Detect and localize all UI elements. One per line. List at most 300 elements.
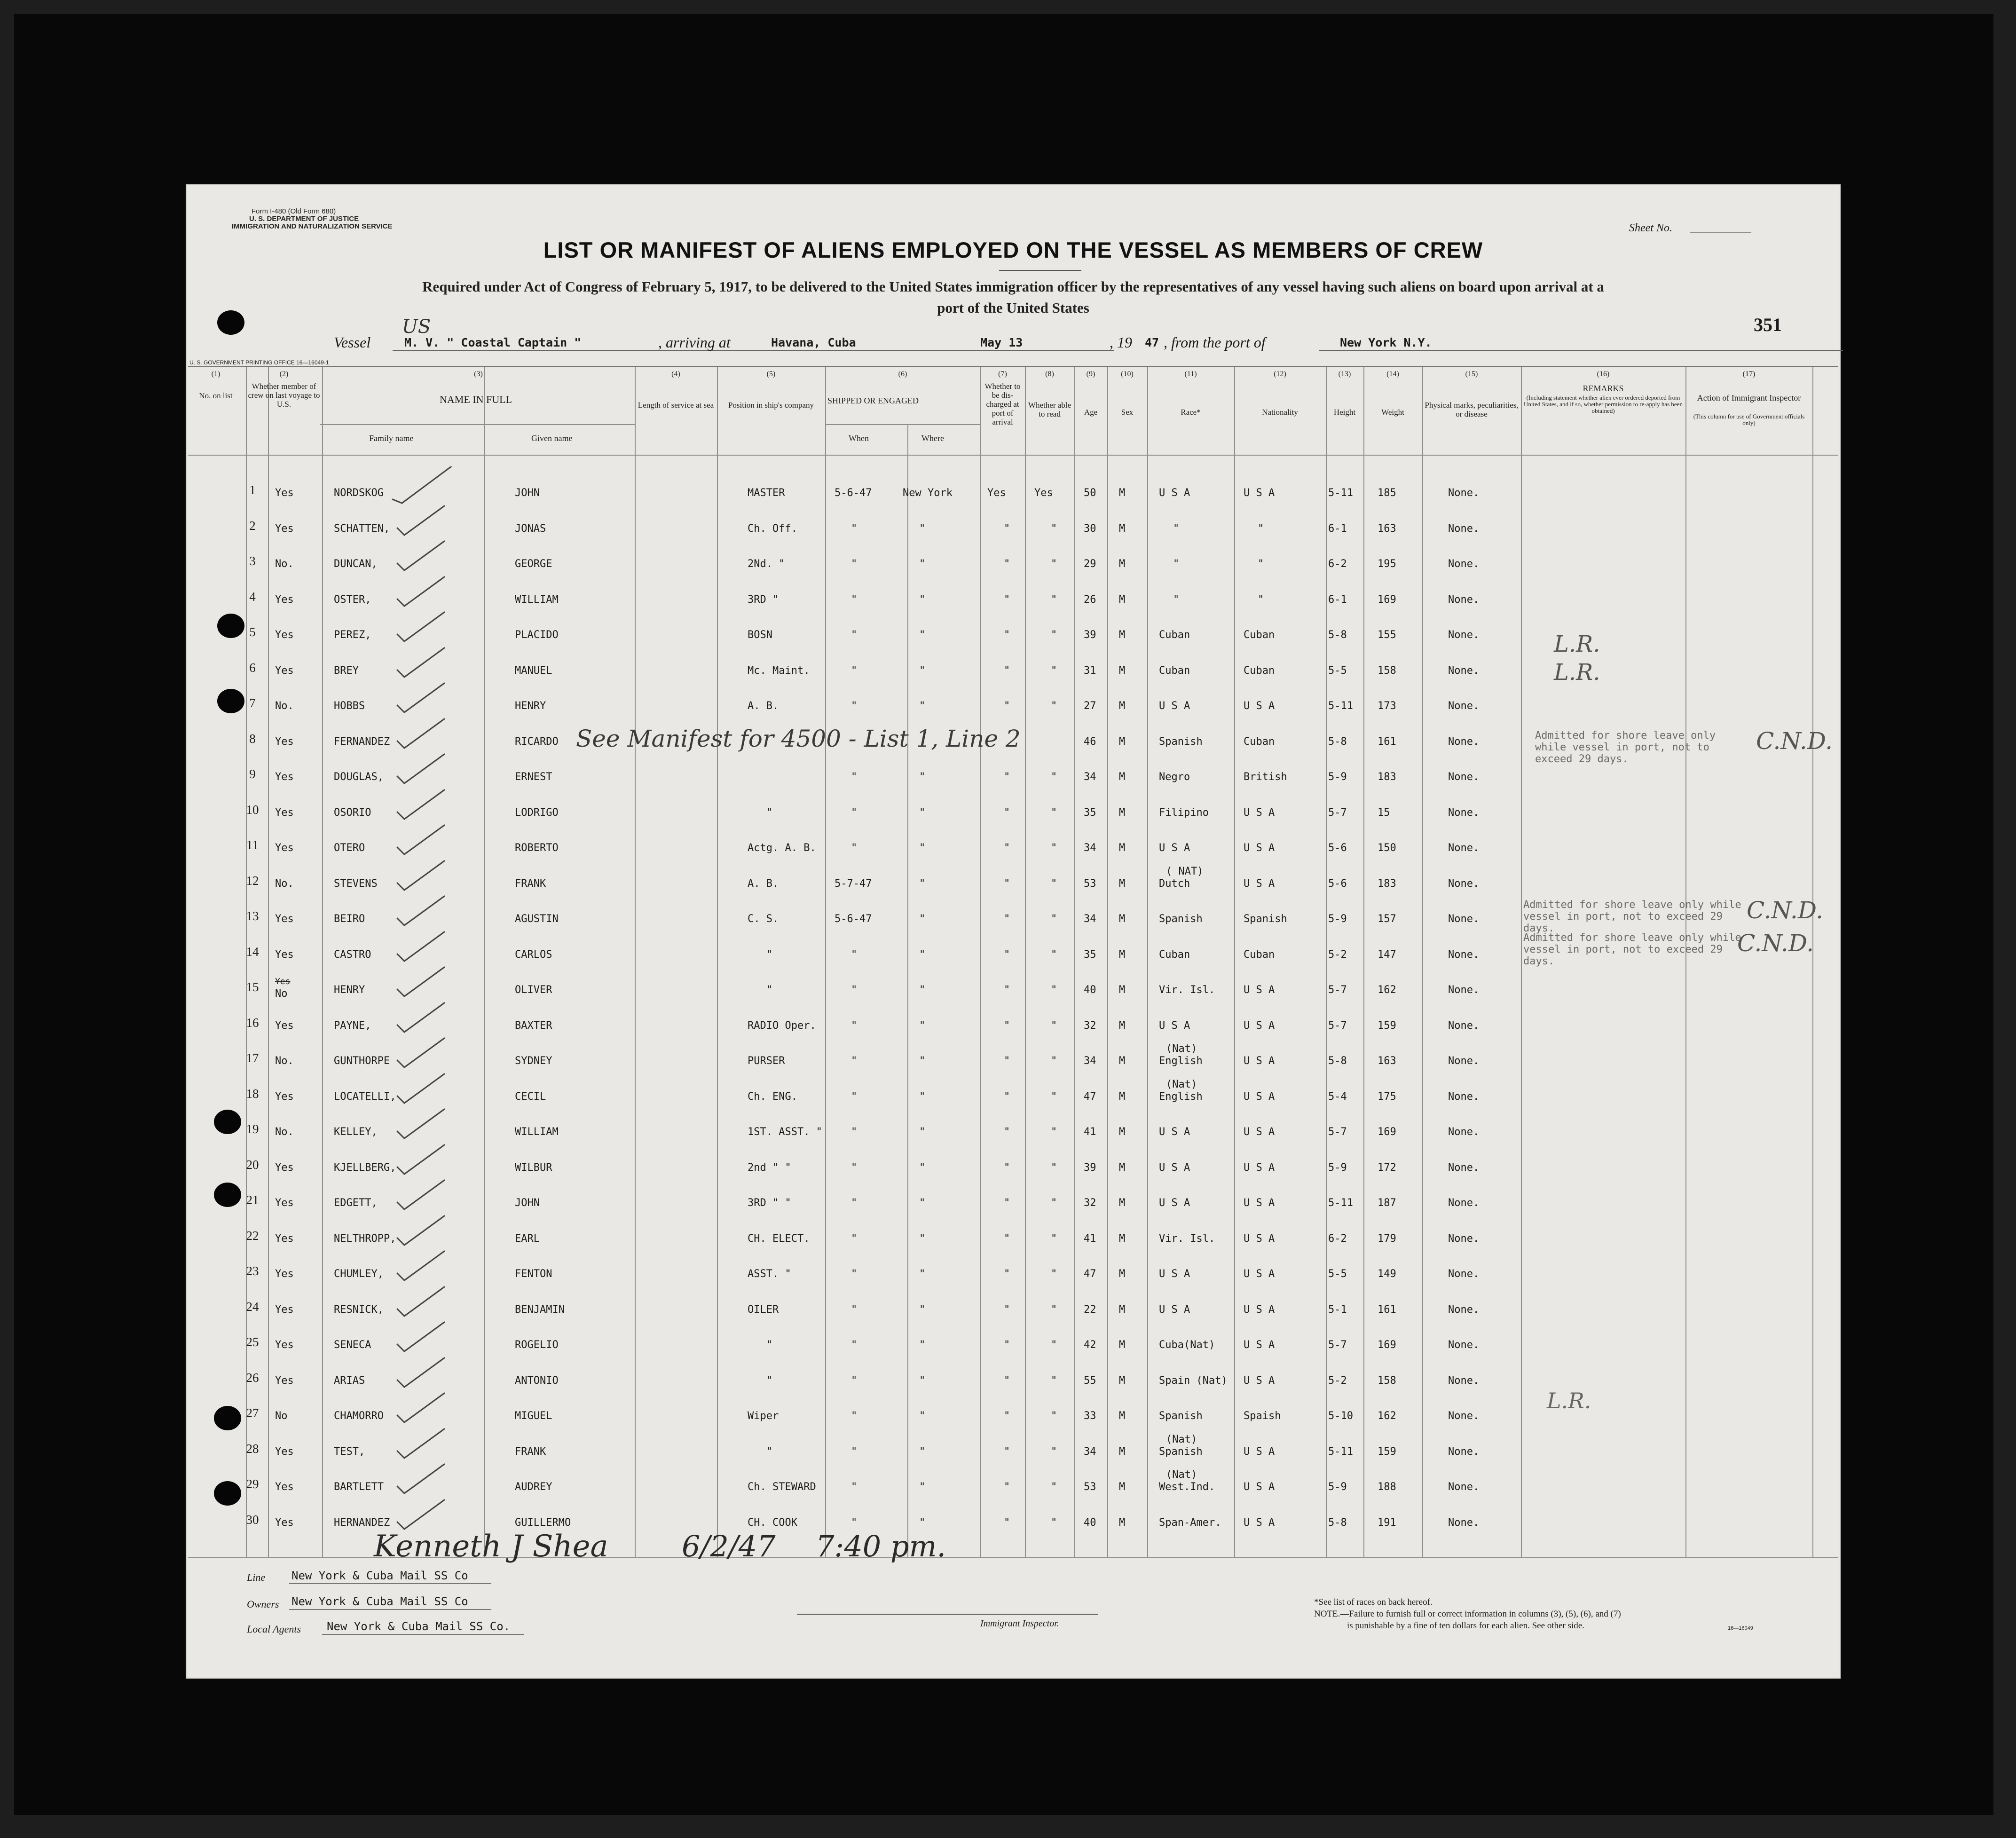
cell-sex: M bbox=[1119, 487, 1126, 499]
check-mark-icon bbox=[388, 466, 454, 504]
cell-marks: None. bbox=[1448, 629, 1480, 641]
footer-note-races: *See list of races on back hereof. bbox=[1314, 1597, 1433, 1607]
cell-marks: None. bbox=[1448, 842, 1480, 854]
column-rule bbox=[1812, 367, 1813, 1557]
cell-family: EDGETT, bbox=[334, 1197, 378, 1209]
check-mark-icon bbox=[393, 1105, 458, 1143]
cell-height: 5-7 bbox=[1328, 1126, 1347, 1138]
column-label: Physical marks, peculiarities, or disease bbox=[1425, 401, 1519, 418]
cell-race: U S A bbox=[1159, 1161, 1190, 1174]
arriving-port: Havana, Cuba bbox=[771, 336, 856, 349]
cell-disch: " bbox=[1004, 1339, 1010, 1351]
owners-label: Owners bbox=[247, 1598, 279, 1610]
cell-sex: M bbox=[1119, 948, 1126, 961]
inspector-signature-line bbox=[797, 1614, 1098, 1615]
cell-disch: " bbox=[1004, 1303, 1010, 1316]
footer-note-fine-cont: is punishable by a fine of ten dollars for each alien. See other side. bbox=[1347, 1621, 1584, 1631]
cell-given: BAXTER bbox=[515, 1019, 552, 1032]
cell-weight: 195 bbox=[1378, 558, 1396, 570]
cell-disch: " bbox=[1004, 806, 1010, 819]
cell-position: " bbox=[766, 1445, 773, 1458]
cell-height: 5-8 bbox=[1328, 629, 1347, 641]
cell-crew: Yes bbox=[275, 948, 294, 961]
column-rule bbox=[1326, 367, 1327, 1557]
cell-race: Cuba(Nat) bbox=[1159, 1339, 1215, 1351]
cell-age: 55 bbox=[1084, 1374, 1096, 1387]
cell-sex: M bbox=[1119, 1410, 1126, 1422]
cell-crew: No. bbox=[275, 1055, 294, 1067]
cell-where: " bbox=[919, 1516, 926, 1529]
cell-marks: None. bbox=[1448, 1445, 1480, 1458]
cell-read: Yes bbox=[1034, 487, 1053, 499]
cell-where: " bbox=[919, 1197, 926, 1209]
cell-nat: British bbox=[1244, 771, 1287, 783]
cell-family: NORDSKOG bbox=[334, 487, 384, 499]
cell-weight: 158 bbox=[1378, 664, 1396, 677]
cell-nat: Cuban bbox=[1244, 735, 1275, 748]
cell-age: 46 bbox=[1084, 735, 1096, 748]
cell-age: 41 bbox=[1084, 1126, 1096, 1138]
sheet-no-label: Sheet No. bbox=[1629, 222, 1672, 234]
cell-nat: U S A bbox=[1244, 1197, 1275, 1209]
cell-age: 30 bbox=[1084, 522, 1096, 535]
check-mark-icon bbox=[393, 715, 458, 753]
cell-disch: " bbox=[1004, 1090, 1010, 1103]
page-title: LIST OR MANIFEST OF ALIENS EMPLOYED ON THE VESSEL AS MEMBERS OF CREW bbox=[543, 237, 1483, 262]
cell-position: A. B. bbox=[748, 877, 779, 890]
cell-sex: M bbox=[1119, 522, 1126, 535]
cell-nat: U S A bbox=[1244, 487, 1275, 499]
cell-position: Ch. STEWARD bbox=[748, 1481, 816, 1493]
cell-age: 22 bbox=[1084, 1303, 1096, 1316]
cell-age: 50 bbox=[1084, 487, 1096, 499]
cell-weight: 175 bbox=[1378, 1090, 1396, 1103]
cell-when: " bbox=[851, 1374, 858, 1387]
inspector-initials-2: C.N.D. bbox=[1747, 897, 1824, 924]
cell-crew: Yes bbox=[275, 1268, 294, 1280]
check-mark-icon bbox=[393, 1034, 458, 1072]
column-rule bbox=[825, 367, 826, 1557]
cell-where: " bbox=[919, 1339, 926, 1351]
cell-family: PAYNE, bbox=[334, 1019, 371, 1032]
column-rule bbox=[907, 425, 908, 1557]
cell-where: " bbox=[919, 771, 926, 783]
row-number: 20 bbox=[246, 1157, 259, 1172]
check-mark-icon bbox=[393, 679, 458, 717]
cell-family: HOBBS bbox=[334, 700, 365, 712]
check-mark-icon bbox=[393, 1354, 458, 1392]
cell-race: Spanish bbox=[1159, 913, 1203, 925]
column-label: Weight bbox=[1381, 408, 1404, 417]
cell-crew: No. bbox=[275, 877, 294, 890]
cell-given: AUDREY bbox=[515, 1481, 552, 1493]
check-mark-icon bbox=[393, 644, 458, 682]
cell-race-note: (Nat) bbox=[1166, 1433, 1197, 1445]
row-number: 2 bbox=[249, 518, 256, 533]
column-label: Length of service at sea bbox=[638, 401, 714, 410]
cell-position: 2nd " " bbox=[748, 1161, 791, 1174]
cell-crew: Yes bbox=[275, 1516, 294, 1529]
row-number: 26 bbox=[246, 1370, 259, 1385]
cell-family: KELLEY, bbox=[334, 1126, 378, 1138]
cell-nat: Cuban bbox=[1244, 664, 1275, 677]
cell-disch: " bbox=[1004, 771, 1010, 783]
cell-marks: None. bbox=[1448, 700, 1480, 712]
check-mark-icon bbox=[393, 573, 458, 611]
cell-given: PLACIDO bbox=[515, 629, 559, 641]
cell-when: " bbox=[851, 700, 858, 712]
cell-when: " bbox=[851, 984, 858, 996]
shore-leave-stamp-1: Admitted for shore leave only while vessel in port, not to exceed 29 days. bbox=[1535, 730, 1716, 765]
cell-disch: " bbox=[1004, 948, 1010, 961]
cell-nat: U S A bbox=[1244, 1019, 1275, 1032]
cell-family: RESNICK, bbox=[334, 1303, 384, 1316]
cell-when: " bbox=[851, 842, 858, 854]
cell-read: " bbox=[1051, 593, 1057, 606]
cell-age: 39 bbox=[1084, 629, 1096, 641]
cell-crew: No bbox=[275, 1410, 288, 1422]
cell-race: Cuban bbox=[1159, 948, 1190, 961]
cell-position: Mc. Maint. bbox=[748, 664, 810, 677]
cell-crew: No. bbox=[275, 700, 294, 712]
cell-when: " bbox=[851, 1197, 858, 1209]
cell-disch: " bbox=[1004, 1232, 1010, 1245]
check-mark-icon bbox=[393, 928, 458, 966]
cell-sex: M bbox=[1119, 1303, 1126, 1316]
column-label: Action of Immigrant Inspector bbox=[1697, 393, 1801, 402]
cell-where: " bbox=[919, 842, 926, 854]
cell-given: CECIL bbox=[515, 1090, 546, 1103]
cell-family: CHAMORRO bbox=[334, 1410, 384, 1422]
cell-age: 27 bbox=[1084, 700, 1096, 712]
row-number: 11 bbox=[246, 838, 259, 852]
punch-hole bbox=[217, 310, 244, 335]
cell-race: Cuban bbox=[1159, 664, 1190, 677]
cell-given: GEORGE bbox=[515, 558, 552, 570]
cell-race: U S A bbox=[1159, 1303, 1190, 1316]
check-mark-icon bbox=[393, 821, 458, 859]
column-number: (10) bbox=[1121, 370, 1134, 378]
cell-sex: M bbox=[1119, 1161, 1126, 1174]
check-mark-icon bbox=[393, 1425, 458, 1463]
cell-age: 31 bbox=[1084, 664, 1096, 677]
cell-age: 34 bbox=[1084, 842, 1096, 854]
agents-value: New York & Cuba Mail SS Co. bbox=[327, 1620, 511, 1633]
cell-nat: U S A bbox=[1244, 1339, 1275, 1351]
shipped-subheader-rule bbox=[825, 424, 980, 425]
column-label: Whether member of crew on last voyage to U.S. bbox=[248, 382, 320, 409]
cell-nat: U S A bbox=[1244, 806, 1275, 819]
cell-age: 34 bbox=[1084, 913, 1096, 925]
cell-marks: None. bbox=[1448, 1161, 1480, 1174]
cell-height: 5-11 bbox=[1328, 1197, 1353, 1209]
cell-crew: Yes bbox=[275, 1090, 294, 1103]
cell-crew: Yes bbox=[275, 842, 294, 854]
cell-crew: No. bbox=[275, 558, 294, 570]
cell-read: " bbox=[1051, 877, 1057, 890]
cell-race: U S A bbox=[1159, 1197, 1190, 1209]
cell-crew: Yes bbox=[275, 1339, 294, 1351]
cell-age: 34 bbox=[1084, 771, 1096, 783]
column-note: (This column for use of Government officials only) bbox=[1693, 413, 1805, 426]
cell-weight: 188 bbox=[1378, 1481, 1396, 1493]
cell-race: U S A bbox=[1159, 1126, 1190, 1138]
cell-position: 2Nd. " bbox=[748, 558, 785, 570]
cell-crew: Yes bbox=[275, 1303, 294, 1316]
cell-height: 5-7 bbox=[1328, 1019, 1347, 1032]
cell-read: " bbox=[1051, 1481, 1057, 1493]
cell-crew: Yes bbox=[275, 593, 294, 606]
cell-where: " bbox=[919, 593, 926, 606]
cell-given: LODRIGO bbox=[515, 806, 559, 819]
form-dept: U. S. DEPARTMENT OF JUSTICE bbox=[249, 215, 359, 223]
check-mark-icon bbox=[393, 1283, 458, 1321]
cell-family: CHUMLEY, bbox=[334, 1268, 384, 1280]
cell-disch: " bbox=[1004, 1161, 1010, 1174]
cell-height: 5-4 bbox=[1328, 1090, 1347, 1103]
signature-time: 7:40 pm. bbox=[816, 1529, 946, 1563]
cell-position: BOSN bbox=[748, 629, 772, 641]
cell-when: " bbox=[851, 1303, 858, 1316]
cell-race: " bbox=[1173, 522, 1180, 535]
row-number: 17 bbox=[246, 1051, 259, 1065]
column-number: (2) bbox=[279, 370, 289, 378]
column-rule bbox=[484, 367, 485, 1557]
cell-age: 32 bbox=[1084, 1019, 1096, 1032]
row-number: 15 bbox=[246, 980, 259, 994]
cell-read: " bbox=[1051, 1055, 1057, 1067]
cell-read: " bbox=[1051, 522, 1057, 535]
cell-given: WILLIAM bbox=[515, 593, 559, 606]
cell-given: JONAS bbox=[515, 522, 546, 535]
cell-race: Spanish bbox=[1159, 735, 1203, 748]
cell-position: Ch. Off. bbox=[748, 522, 797, 535]
cell-race: Spanish bbox=[1159, 1445, 1203, 1458]
cell-height: 5-10 bbox=[1328, 1410, 1353, 1422]
cell-when: " bbox=[851, 948, 858, 961]
line-underline bbox=[289, 1583, 491, 1584]
cell-height: 5-5 bbox=[1328, 664, 1347, 677]
cell-family: HERNANDEZ bbox=[334, 1516, 390, 1529]
cell-age: 35 bbox=[1084, 806, 1096, 819]
cell-age: 40 bbox=[1084, 1516, 1096, 1529]
cell-marks: None. bbox=[1448, 735, 1480, 748]
cell-when: 5-7-47 bbox=[835, 877, 872, 890]
line-label: Line bbox=[247, 1571, 266, 1583]
cell-height: 5-9 bbox=[1328, 771, 1347, 783]
cell-weight: 173 bbox=[1378, 700, 1396, 712]
cell-when: " bbox=[851, 771, 858, 783]
cell-height: 5-7 bbox=[1328, 984, 1347, 996]
cell-given: BENJAMIN bbox=[515, 1303, 565, 1316]
cell-family: LOCATELLI, bbox=[334, 1090, 396, 1103]
row-number: 24 bbox=[246, 1299, 259, 1314]
cell-height: 5-8 bbox=[1328, 1055, 1347, 1067]
cell-when: " bbox=[851, 1481, 858, 1493]
cell-crew: Yes bbox=[275, 522, 294, 535]
cell-read: " bbox=[1051, 700, 1057, 712]
cell-when: " bbox=[851, 593, 858, 606]
cell-nat: U S A bbox=[1244, 1303, 1275, 1316]
cell-family: OTERO bbox=[334, 842, 365, 854]
cell-sex: M bbox=[1119, 984, 1126, 996]
title-underline bbox=[999, 270, 1081, 271]
column-rule bbox=[1025, 367, 1026, 1557]
cell-age: 47 bbox=[1084, 1268, 1096, 1280]
column-rule bbox=[1234, 367, 1235, 1557]
cell-position: CH. ELECT. bbox=[748, 1232, 810, 1245]
cell-crew: Yes bbox=[275, 1161, 294, 1174]
cell-race: Spain (Nat) bbox=[1159, 1374, 1228, 1387]
cell-where: " bbox=[919, 1232, 926, 1245]
cell-disch: " bbox=[1004, 1268, 1010, 1280]
cell-family: SENECA bbox=[334, 1339, 371, 1351]
cell-crew: Yes bbox=[275, 913, 294, 925]
cell-where: " bbox=[919, 1055, 926, 1067]
cell-sex: M bbox=[1119, 806, 1126, 819]
punch-hole bbox=[214, 1481, 241, 1506]
cell-sex: M bbox=[1119, 1090, 1126, 1103]
cell-where: New York bbox=[903, 487, 953, 499]
cell-given: AGUSTIN bbox=[515, 913, 559, 925]
row-number: 22 bbox=[246, 1228, 259, 1243]
cell-position: A. B. bbox=[748, 700, 779, 712]
cell-weight: 161 bbox=[1378, 735, 1396, 748]
cell-disch: " bbox=[1004, 1374, 1010, 1387]
cell-weight: 169 bbox=[1378, 1339, 1396, 1351]
cell-when: " bbox=[851, 1161, 858, 1174]
cell-marks: None. bbox=[1448, 771, 1480, 783]
column-number: (16) bbox=[1597, 370, 1610, 378]
cell-position: Wiper bbox=[748, 1410, 779, 1422]
cell-sex: M bbox=[1119, 664, 1126, 677]
row-number: 5 bbox=[249, 625, 256, 639]
cell-given: ERNEST bbox=[515, 771, 552, 783]
cell-nat: U S A bbox=[1244, 1268, 1275, 1280]
cell-family: HENRY bbox=[334, 984, 365, 996]
cell-weight: 162 bbox=[1378, 984, 1396, 996]
cell-sex: M bbox=[1119, 1232, 1126, 1245]
row-number: 28 bbox=[246, 1441, 259, 1456]
cell-weight: 187 bbox=[1378, 1197, 1396, 1209]
row-number: 29 bbox=[246, 1477, 259, 1491]
cell-marks: None. bbox=[1448, 948, 1480, 961]
cell-crew: Yes bbox=[275, 629, 294, 641]
column-number: (17) bbox=[1742, 370, 1756, 378]
vessel-name: M. V. " Coastal Captain " bbox=[404, 336, 582, 349]
page-number: 351 bbox=[1754, 314, 1782, 335]
cell-sex: M bbox=[1119, 593, 1126, 606]
cell-race: Vir. Isl. bbox=[1159, 1232, 1215, 1245]
cell-read: " bbox=[1051, 1339, 1057, 1351]
cell-where: " bbox=[919, 664, 926, 677]
cell-read: " bbox=[1051, 1019, 1057, 1032]
column-rule bbox=[1363, 367, 1364, 1557]
cell-position: ASST. " bbox=[748, 1268, 791, 1280]
cell-sex: M bbox=[1119, 1481, 1126, 1493]
cell-where: " bbox=[919, 1481, 926, 1493]
cell-marks: None. bbox=[1448, 522, 1480, 535]
check-mark-icon bbox=[393, 999, 458, 1037]
cell-disch: " bbox=[1004, 558, 1010, 570]
cell-where: " bbox=[919, 1126, 926, 1138]
cell-marks: None. bbox=[1448, 806, 1480, 819]
row-number: 23 bbox=[246, 1264, 259, 1278]
cell-weight: 15 bbox=[1378, 806, 1390, 819]
cell-race: U S A bbox=[1159, 700, 1190, 712]
cell-when: " bbox=[851, 1126, 858, 1138]
cell-height: 5-6 bbox=[1328, 842, 1347, 854]
cell-where: " bbox=[919, 806, 926, 819]
column-label: REMARKS bbox=[1583, 384, 1624, 393]
cell-height: 5-9 bbox=[1328, 1481, 1347, 1493]
inspector-initials-3: C.N.D. bbox=[1737, 930, 1814, 957]
cell-nat: U S A bbox=[1244, 1374, 1275, 1387]
vessel-handwritten: US bbox=[402, 316, 431, 338]
cell-where: " bbox=[919, 1268, 926, 1280]
cell-nat: U S A bbox=[1244, 1161, 1275, 1174]
cell-position: MASTER bbox=[748, 487, 785, 499]
cell-height: 6-2 bbox=[1328, 1232, 1347, 1245]
cell-crew: Yes bbox=[275, 735, 294, 748]
cell-family: NELTHROPP, bbox=[334, 1232, 396, 1245]
cell-nat: " bbox=[1258, 558, 1264, 570]
cell-weight: 150 bbox=[1378, 842, 1396, 854]
check-mark-icon bbox=[393, 1389, 458, 1427]
cell-race: West.Ind. bbox=[1159, 1481, 1215, 1493]
cell-height: 6-1 bbox=[1328, 522, 1347, 535]
cell-age: 29 bbox=[1084, 558, 1096, 570]
column-number: (12) bbox=[1274, 370, 1286, 378]
cell-marks: None. bbox=[1448, 877, 1480, 890]
cell-when: " bbox=[851, 1268, 858, 1280]
cell-family: GUNTHORPE bbox=[334, 1055, 390, 1067]
cell-nat: U S A bbox=[1244, 1232, 1275, 1245]
column-rule bbox=[717, 367, 718, 1557]
check-mark-icon bbox=[393, 857, 458, 895]
cell-marks: None. bbox=[1448, 1197, 1480, 1209]
cell-nat: Cuban bbox=[1244, 629, 1275, 641]
column-label: Position in ship's company bbox=[728, 401, 814, 410]
row-number: 27 bbox=[246, 1406, 259, 1420]
cell-family: KJELLBERG, bbox=[334, 1161, 396, 1174]
when-header: When bbox=[849, 434, 869, 443]
cell-when: " bbox=[851, 1445, 858, 1458]
cell-when: " bbox=[851, 1090, 858, 1103]
cell-height: 5-8 bbox=[1328, 1516, 1347, 1529]
column-number: (5) bbox=[766, 370, 776, 378]
column-rule bbox=[1107, 367, 1108, 1557]
cell-sex: M bbox=[1119, 1197, 1126, 1209]
punch-hole bbox=[214, 1406, 241, 1430]
cell-when: " bbox=[851, 629, 858, 641]
cell-sex: M bbox=[1119, 1516, 1126, 1529]
cell-family: PEREZ, bbox=[334, 629, 371, 641]
cell-given: FENTON bbox=[515, 1268, 552, 1280]
cell-given: SYDNEY bbox=[515, 1055, 552, 1067]
cell-race: U S A bbox=[1159, 1019, 1190, 1032]
cell-disch: " bbox=[1004, 1410, 1010, 1422]
cell-sex: M bbox=[1119, 1445, 1126, 1458]
cell-position: 3RD " bbox=[748, 593, 779, 606]
check-mark-icon bbox=[393, 1070, 458, 1108]
cell-read: " bbox=[1051, 1197, 1057, 1209]
cell-read: " bbox=[1051, 558, 1057, 570]
cell-family: OSORIO bbox=[334, 806, 371, 819]
cell-nat: U S A bbox=[1244, 984, 1275, 996]
column-number: (1) bbox=[211, 370, 220, 378]
cell-disch: " bbox=[1004, 664, 1010, 677]
